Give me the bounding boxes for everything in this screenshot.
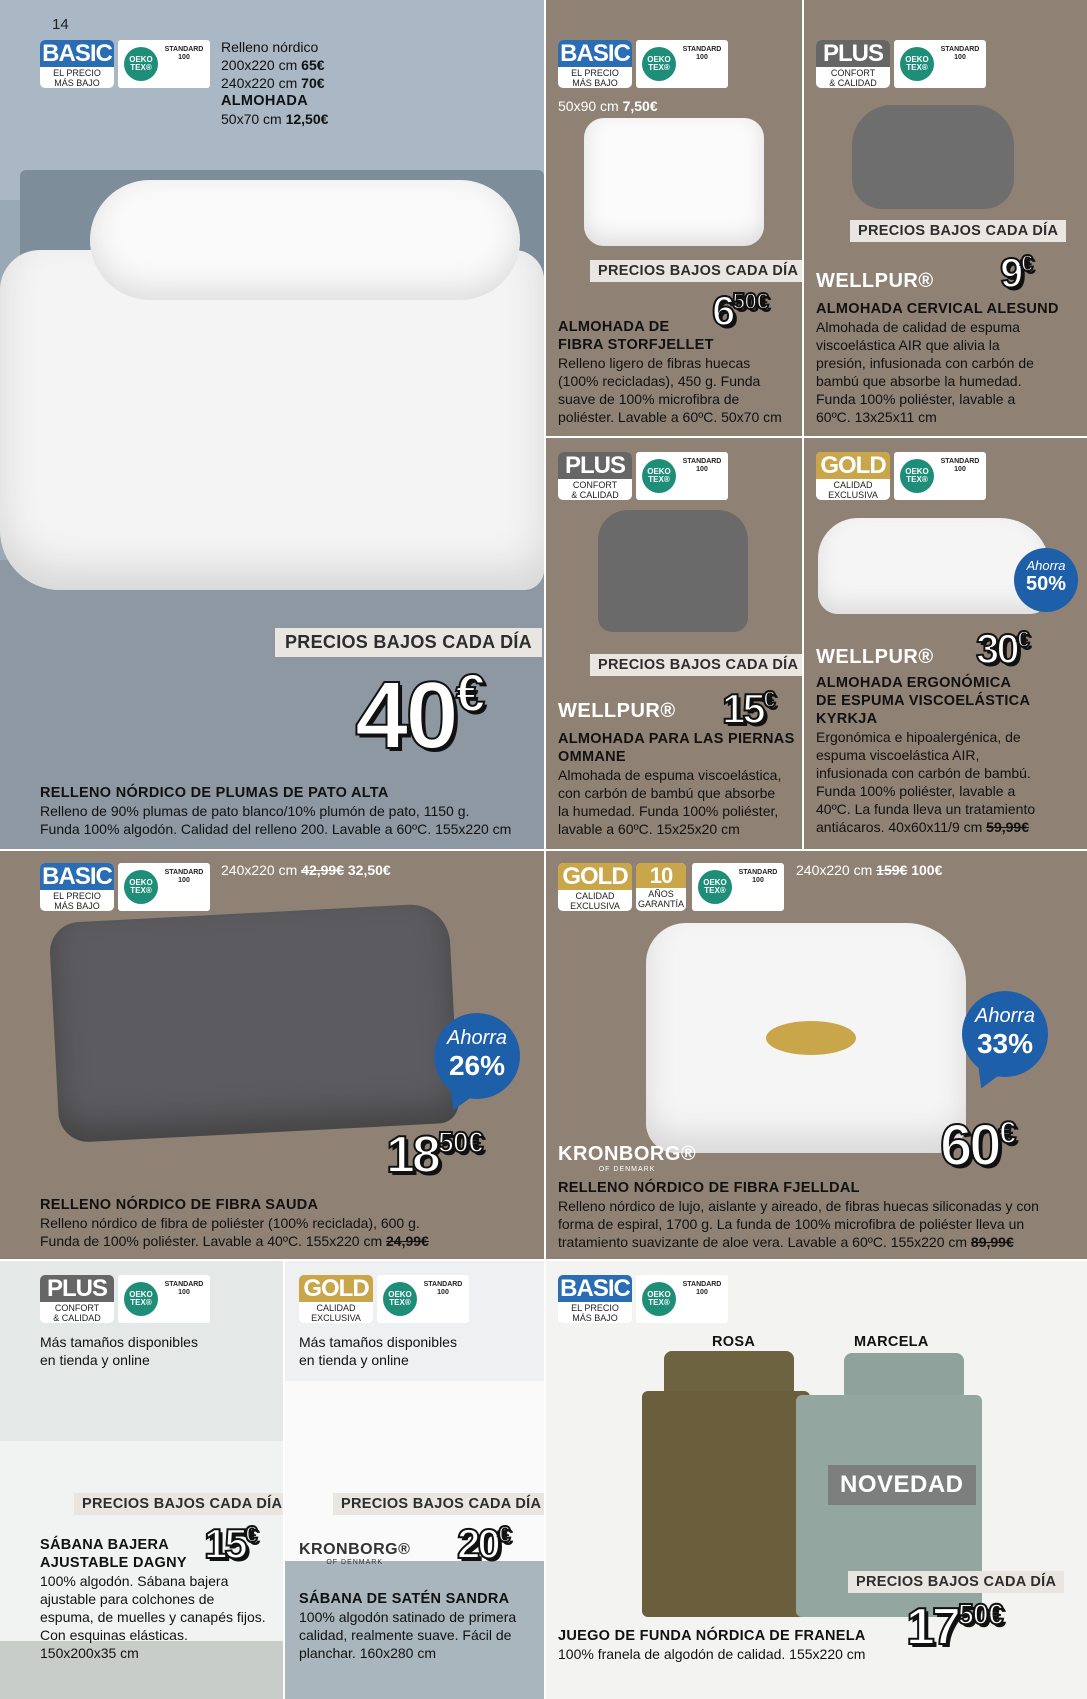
price: $6^{50€}$ [712,287,768,334]
description: JUEGO DE FUNDA NÓRDICA DE FRANELA 100% franela de algodón de calidad. 155x220 cm [558,1628,866,1662]
description: RELLENO NÓRDICO DE FIBRA SAUDA Relleno nórdico de fibra de poliéster (100% reciclada), 600 g. Funda de 100% poliéster. Lavable a 40ºC. 155x220 cm 24,99€ [40,1197,429,1249]
precios-bajos-label: PRECIOS BAJOS CADA DÍA [590,654,802,676]
oeko-tex-icon: OEKO TEX® [698,870,732,904]
wellpur-logo: WELLPUR® [558,700,676,722]
page-number: 14 [52,16,69,33]
product-sauda [0,851,544,1259]
label-rosa: ROSA [712,1334,756,1350]
description: ALMOHADA CERVICAL ALESUND Almohada de calidad de espuma viscoelástica AIR que alivia la presión, infusionada con carbón de bambú que absorbe la humedad. Funda 100% poliéster, lavable a 60ºC. 13x25x11 cm [816,301,1059,425]
badge-plus: PLUS CONFORT & CALIDAD [816,40,890,88]
precios-bajos-label: PRECIOS BAJOS CADA DÍA [74,1493,283,1515]
price: 30€ [976,625,1029,672]
oeko-tex-label: OEKO TEX® STANDARD 100 [636,452,728,500]
wellpur-logo: WELLPUR® [816,646,934,668]
price: $18^{50€}$ [386,1126,483,1184]
wellpur-logo: WELLPUR® [816,270,934,292]
price: 15€ [722,685,775,732]
product-relleno-plumas [0,0,544,849]
oeko-tex-icon: OEKO TEX® [124,870,158,904]
oeko-tex-icon: OEKO TEX® [383,1282,417,1316]
badge-basic: BASIC EL PRECIO MÁS BAJO [558,40,632,88]
pillow-image [852,105,1014,209]
size-price: 50x90 cm 7,50€ [558,98,658,114]
product-dagny [0,1261,283,1699]
badge-gold: GOLD CALIDAD EXCLUSIVA [816,452,890,500]
more-sizes: Más tamaños disponibles en tienda y online [40,1334,198,1368]
size-price: 240x220 cm 159€ 100€ [796,862,943,878]
product-ommane [546,438,802,849]
product-sandra [285,1261,544,1699]
precios-bajos-label: PRECIOS BAJOS CADA DÍA [848,1571,1064,1593]
product-franela [546,1261,1087,1699]
price: 20€ [457,1520,510,1567]
oeko-tex-icon: OEKO TEX® [900,459,934,493]
novedad-label: NOVEDAD [828,1465,976,1505]
precios-bajos-label: PRECIOS BAJOS CADA DÍA [275,628,542,657]
precios-bajos-label: PRECIOS BAJOS CADA DÍA [850,220,1066,242]
rosa-duvet [642,1391,810,1617]
oeko-tex-label: OEKO TEX® STANDARD 100 [636,1275,728,1323]
oeko-tex-icon: OEKO TEX® [900,47,934,81]
badge-10-anos: 10 AÑOS GARANTÍA [636,863,686,911]
badge-basic: BASIC EL PRECIO MÁS BAJO [40,863,114,911]
ahorra-badge: Ahorra 33% [962,991,1048,1077]
kronborg-logo: KRONBORG® OF DENMARK [299,1541,411,1566]
price: 9€ [1000,249,1033,296]
oeko-tex-label: OEKO TEX® STANDARD 100 [636,40,728,88]
gold-label [766,1021,856,1055]
badge-plus: PLUS CONFORT & CALIDAD [558,452,632,500]
description: SÁBANA BAJERA AJUSTABLE DAGNY 100% algodón. Sábana bajera ajustable para colchones de espuma, de muelles y canapés fijos. Con esquinas elásticas. 150x200x35 cm [40,1537,266,1661]
oeko-tex-label: OEKO TEX® STANDARD 100 [118,1275,210,1323]
oeko-tex-label: OEKO TEX® STANDARD 100 [894,452,986,500]
label-marcela: MARCELA [854,1334,929,1350]
product-kyrkja [804,438,1087,849]
oeko-tex-label: OEKO TEX® STANDARD 100 [894,40,986,88]
oeko-tex-label: OEKO TEX® STANDARD 100 [692,863,784,911]
pillow-image [584,118,764,246]
oeko-tex-icon: OEKO TEX® [642,459,676,493]
oeko-tex-icon: OEKO TEX® [642,1282,676,1316]
oeko-tex-icon: OEKO TEX® [642,47,676,81]
badge-plus: PLUS CONFORT & CALIDAD [40,1275,114,1323]
badge-gold: GOLD CALIDAD EXCLUSIVA [299,1275,373,1323]
duvet-image [0,250,544,590]
description: ALMOHADA ERGONÓMICA DE ESPUMA VISCOELÁSTICA KYRKJA Ergonómica e hipoalergénica, de espuma viscoelástica AIR, infusionada con carbón de bambú. Funda 100% poliéster, lavable a 40ºC. La funda lleva un tratamiento antiácaros. 40x60x11/9 cm 59,99€ [816,675,1036,835]
oeko-tex-label: OEKO TEX® STANDARD 100 [377,1275,469,1323]
price: 15€ [204,1520,257,1567]
description: SÁBANA DE SATÉN SANDRA 100% algodón satinado de primera calidad, realmente suave. Fácil de planchar. 160x280 cm [299,1591,517,1661]
price: 40€ [355,662,485,769]
product-alesund [804,0,1087,436]
price: $17^{50€}$ [906,1598,1003,1656]
oeko-tex-label: OEKO TEX® STANDARD 100 [118,40,210,88]
marcela-pillow [844,1353,964,1401]
precios-bajos-label: PRECIOS BAJOS CADA DÍA [590,260,802,282]
product-fjelldal [546,851,1087,1259]
badge-basic: BASIC EL PRECIO MÁS BAJO [558,1275,632,1323]
ahorra-badge: Ahorra 50% [1014,548,1078,612]
oeko-tex-label: OEKO TEX® STANDARD 100 [118,863,210,911]
duvet-image [49,903,460,1144]
price: 60€ [940,1113,1016,1178]
size-price: 240x220 cm 42,99€ 32,50€ [221,862,391,878]
precios-bajos-label: PRECIOS BAJOS CADA DÍA [333,1493,544,1515]
pillow-image [90,180,520,300]
description: RELLENO NÓRDICO DE FIBRA FJELLDAL Relleno nórdico de lujo, aislante y aireado, de fibras huecas siliconadas y con forma de espiral, 1700 g. La funda de 100% microfibra de poliéster lleva un tratamiento suavizante de aloe vera. Lavable a 60ºC. 155x220 cm 89,99€ [558,1180,1039,1250]
badge-basic: BASIC EL PRECIO MÁS BAJO [40,40,114,88]
product-storfjellet [546,0,802,436]
ahorra-badge: Ahorra 26% [434,1013,520,1099]
description: RELLENO NÓRDICO DE PLUMAS DE PATO ALTA Relleno de 90% plumas de pato blanco/10% plumón de pato, 1150 g. Funda 100% algodón. Calidad del relleno 200. Lavable a 60ºC. 155x220 cm [40,785,512,837]
more-sizes: Más tamaños disponibles en tienda y online [299,1334,457,1368]
description: ALMOHADA DE FIBRA STORFJELLET Relleno ligero de fibras huecas (100% recicladas), 450 g. Funda suave de 100% microfibra de poliéster. Lavable a 60ºC. 50x70 cm [558,319,782,425]
kronborg-logo: KRONBORG® OF DENMARK [558,1143,697,1173]
oeko-tex-icon: OEKO TEX® [124,47,158,81]
pillow-image [598,510,748,632]
oeko-tex-icon: OEKO TEX® [124,1282,158,1316]
badge-gold: GOLD CALIDAD EXCLUSIVA [558,863,632,911]
description: ALMOHADA PARA LAS PIERNAS OMMANE Almohada de espuma viscoelástica, con carbón de bambú que absorbe la humedad. Funda 100% poliéster, lavable a 60ºC. 15x25x20 cm [558,731,795,837]
info-block: Relleno nórdico 200x220 cm 65€ 240x220 cm 70€ ALMOHADA 50x70 cm 12,50€ [221,39,329,127]
